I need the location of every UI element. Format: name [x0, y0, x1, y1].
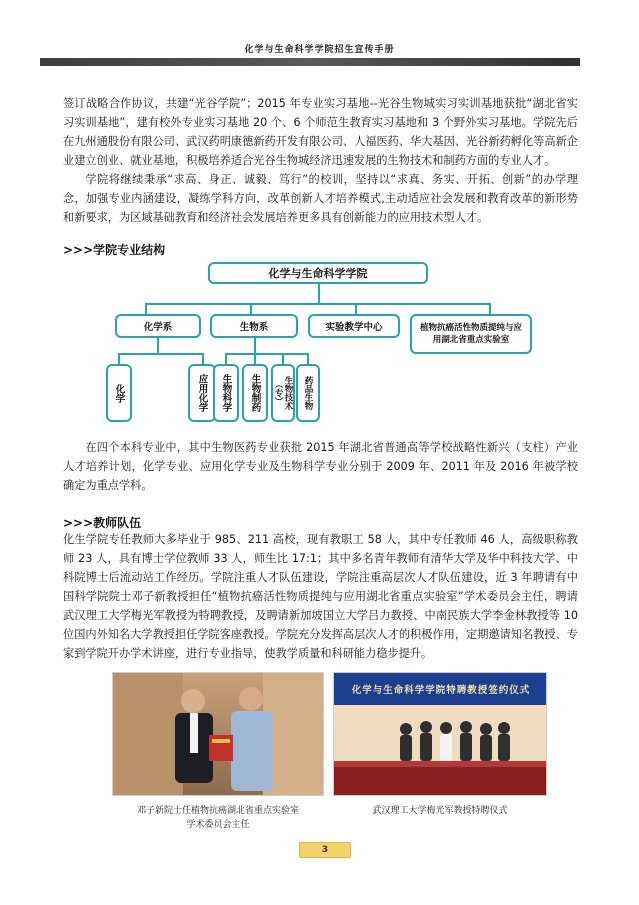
major-drug-bio: 药品生物	[296, 364, 320, 422]
dept-chemistry: 化学系	[115, 314, 201, 338]
org-chart	[100, 262, 540, 427]
faculty-body: 化生学院专任教师大多毕业于 985、211 高校，现有教职工 58 人，其中专任教师 46 人，高级职称教师 23 人，具有博士学位教师 33 人，师生比 17:1；其中多名青年教师有清华大学及华中科技大学、中科院博士后流动站工作经历。学院注重人才队伍建设，学院注重高层次人才队伍建设，近 3 年聘请有中国科学院院士邓子新教授担任“植物抗癌活性物质提纯与应用湖北省重点实验室”学术委员会主任，聘请武汉理工大学梅光军教授为特聘教授，及聘请新加坡国立大学吕力教授、中南民族大学李金林教授等 10 位国内外知名大学教授担任学院客座教授。学院充分发挥高层次人才的积极作用，定期邀请知名教授、专家到学院开办学术讲座，进行专业指导，使教学质量和科研能力稳步提升。	[63, 533, 578, 660]
connector	[225, 353, 307, 355]
major-biotech: 生物技术（专）	[271, 364, 295, 422]
structure-heading: >>>学院专业结构	[63, 243, 166, 257]
connector	[318, 284, 320, 304]
dept-lab-center: 实验教学中心	[308, 314, 400, 338]
major-applied-chemistry: 应用化学	[188, 364, 216, 422]
caption-award: 邓子新院士任植物抗癌湖北省重点实验室 学术委员会主任	[136, 806, 299, 830]
dept-biology: 生物系	[210, 314, 298, 338]
structure-body: 在四个本科专业中，其中生物医药专业获批 2015 年湖北省普通高等学校战略性新兴（支柱）产业人才培养计划，化学专业、应用化学专业及生物科学专业分别于 2009 年、2011 年及 2016 年被学校确定为重点学科。	[63, 441, 578, 492]
photo-award-ceremony	[112, 672, 324, 796]
photo-signing-ceremony	[333, 672, 547, 796]
connector	[145, 303, 489, 305]
major-bio-science: 生物科学	[213, 364, 239, 422]
intro-paragraph-1: 签订战略合作协议，共建“光谷学院”；2015 年专业实习基地--光谷生物城实习实训基地获批“湖北省实习实训基地”，建有校外专业实习基地 20 个、6 个师范生教育实习基地和 3 个野外实习基地。学院先后在九州通股份有限公司、武汉药明康德新药开发有限公司、人福医药、华大基因、光谷新药孵化等高新企业建立创业、就业基地，积极培养适合光谷生物城经济迅速发展的生物技术和制药方面的专业人才。	[63, 97, 578, 167]
caption-signing: 武汉理工大学梅光军教授特聘仪式	[372, 806, 508, 816]
intro-paragraph-2: 学院将继续秉承“求高、身正、诚毅、笃行”的校训，坚持以“求真、务实、开拓、创新”的办学理念，加强专业内涵建设，凝练学科方向，改革创新人才培养模式,主动适应社会发展和教育改革的新形势和新要求，为区域基础教育和经济社会发展培养更多具有创新能力的应用技术型人才。	[63, 173, 578, 224]
signing-banner-text: 化学与生命科学学院特聘教授签约仪式	[351, 685, 531, 696]
connector	[118, 353, 204, 355]
major-chemistry: 化学	[106, 364, 132, 422]
header-bar	[40, 58, 580, 66]
major-bio-pharma: 生物制药	[242, 364, 268, 422]
page-number: 3	[299, 842, 351, 858]
org-root: 化学与生命科学学院	[208, 262, 428, 284]
photo-award-image	[113, 673, 324, 796]
header-title: 化学与生命科学学院招生宣传手册	[244, 45, 395, 55]
connector	[254, 338, 256, 354]
connector	[157, 338, 159, 354]
dept-key-lab: 植物抗癌活性物质提纯与应用湖北省重点实验室	[410, 314, 532, 354]
faculty-heading: >>>教师队伍	[63, 516, 142, 530]
